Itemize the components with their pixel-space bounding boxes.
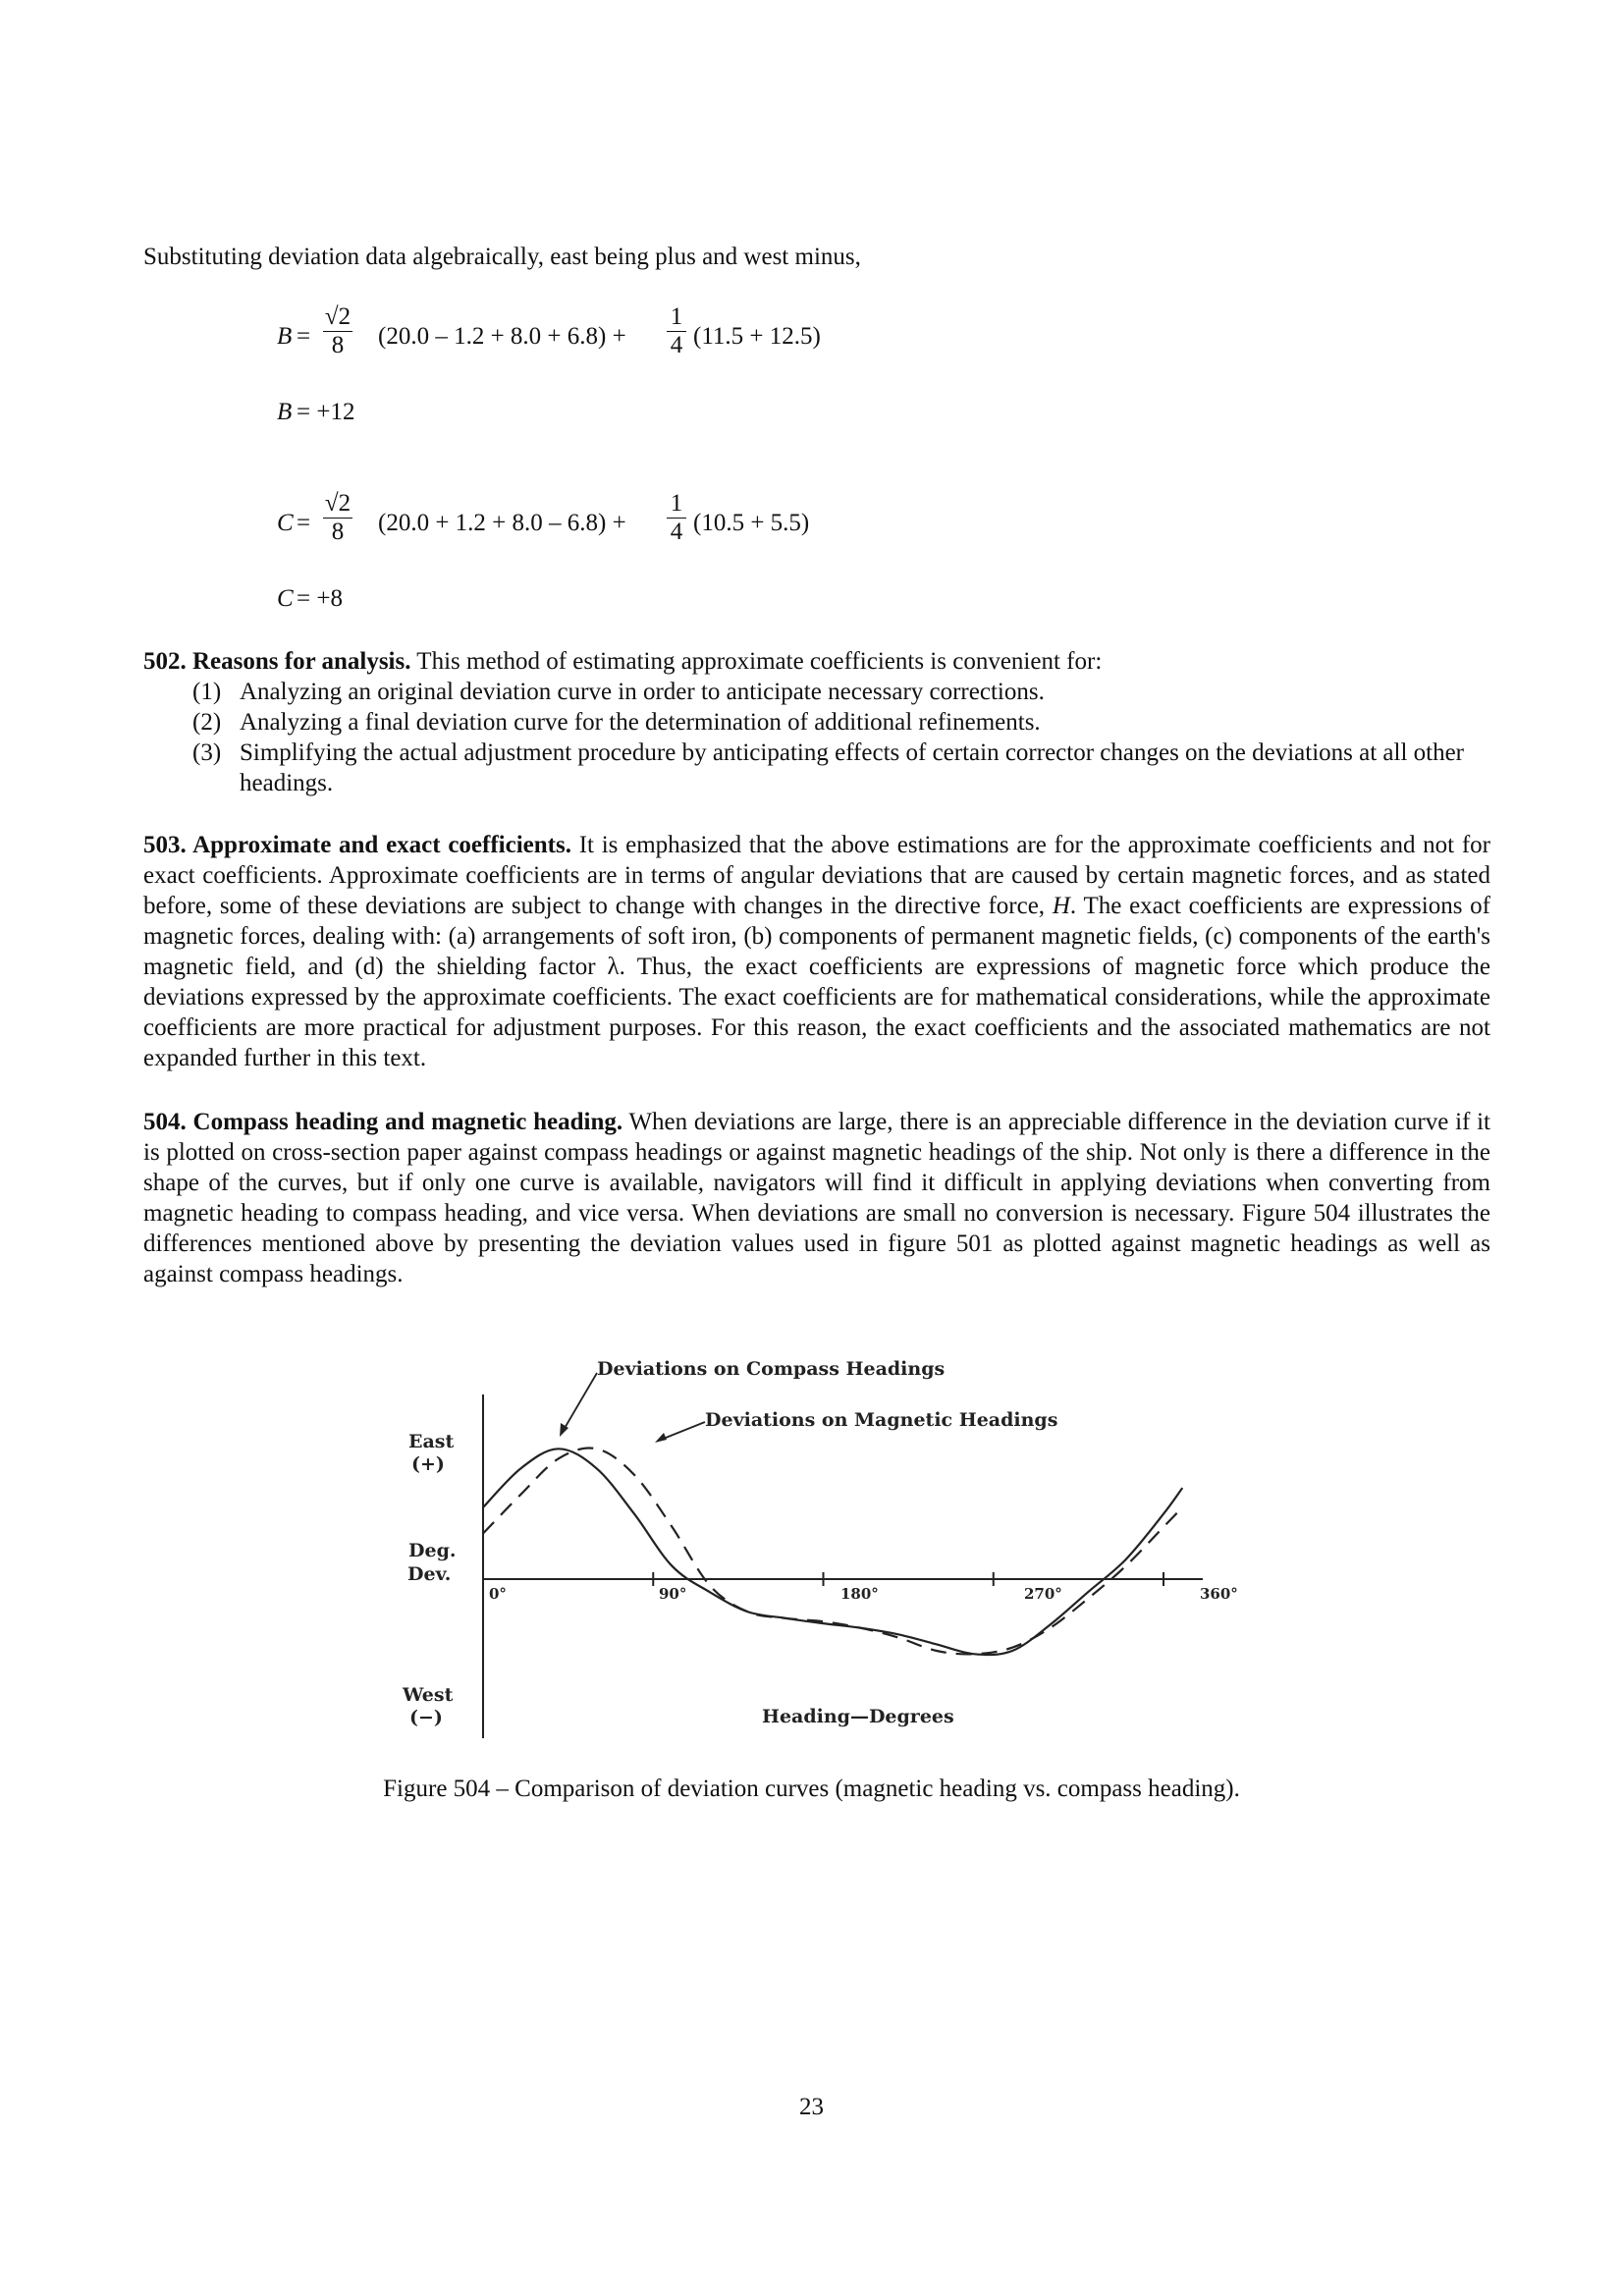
compass-heading-curve: [483, 1449, 1182, 1655]
magnetic-label-pointer: [661, 1422, 705, 1440]
list-item-number: (3): [192, 739, 222, 766]
figure-caption: Figure 504 – Comparison of deviation curves (magnetic heading vs. compass heading).: [383, 1776, 1240, 1802]
b-expression-1: (20.0 – 1.2 + 8.0 + 6.8) +: [378, 323, 626, 350]
page-number: 23: [799, 2094, 824, 2120]
list-item: [192, 707, 1490, 738]
list-item-text: Analyzing an original deviation curve in order to anticipate necessary corrections.: [240, 679, 1045, 705]
list-item: [192, 677, 1490, 707]
b-result-value: = +12: [297, 399, 355, 425]
section-503-heading: 503. Approximate and exact coefficients.: [143, 832, 571, 858]
c-result-variable: C: [277, 585, 294, 612]
label-east-sign: (+): [411, 1453, 445, 1475]
section-503-text-a: It is emphasized that the above estimations are for the approximate coefficients and not for exact coefficients. Approximate coefficients are in terms of angular deviations that are caused by certain magnetic forces, and as stated before, some of these deviations are subject to change with changes in the directive force,: [143, 832, 1491, 919]
b-equals: =: [297, 323, 311, 350]
figure-504: [383, 1345, 1247, 1758]
deviation-chart: [383, 1345, 1247, 1758]
tick-label-90: 90°: [659, 1585, 687, 1603]
b-result-variable: B: [277, 399, 293, 425]
section-502-intro: [143, 646, 1490, 677]
section-503-text-b: . The exact coefficients are expressions of magnetic forces, dealing with: (a) arrangements of soft iron, (b) components of permanent magnetic fields, (c) components of the earth's magnetic field, and (d) the shielding factor λ. Thus, the exact coefficients are expressions of magnetic force which produce the deviations expressed by the approximate coefficients. The exact coefficients are for mathematical considerations, while the approximate coefficients are more practical for adjustment purposes. For this reason, the exact coefficients and the associated mathematics are not expanded further in this text.: [143, 893, 1491, 1071]
chart-axes: [483, 1394, 1203, 1738]
tick-label-360: 360°: [1200, 1585, 1238, 1603]
b-expression-2: (11.5 + 12.5): [693, 323, 821, 350]
b-fraction-sqrt2-8: $\frac{√2}{8}$: [324, 303, 352, 358]
c-expression-2: (10.5 + 5.5): [693, 510, 810, 536]
section-502-text: This method of estimating approximate coefficients is convenient for:: [410, 648, 1103, 675]
label-east: East: [408, 1431, 455, 1452]
c-variable: C: [277, 510, 294, 536]
intro-text: Substituting deviation data algebraically, east being plus and west minus,: [143, 244, 861, 270]
x-axis-label: Heading—Degrees: [762, 1706, 954, 1727]
list-item-text: Analyzing a final deviation curve for the determination of additional refinements.: [240, 709, 1041, 736]
magnetic-pointer-arrowhead: [655, 1433, 667, 1443]
label-west: West: [403, 1684, 454, 1706]
list-item: [192, 738, 1490, 798]
label-west-sign: (−): [409, 1707, 443, 1728]
c-result-value: = +8: [297, 585, 343, 612]
chart-pointers: [560, 1373, 705, 1443]
c-fraction-sqrt2-8: $\frac{√2}{8}$: [324, 490, 352, 545]
label-deg: Deg.: [408, 1540, 457, 1561]
b-variable: B: [277, 323, 293, 350]
label-dev: Dev.: [407, 1563, 452, 1585]
section-503: [143, 830, 1490, 1073]
b-fraction-1-4: $\frac{1}{4}$: [667, 303, 686, 359]
label-compass-headings: Deviations on Compass Headings: [597, 1358, 946, 1380]
section-504-text: When deviations are large, there is an appreciable difference in the deviation curve if it is plotted on cross-section paper against compass headings or against magnetic headings of the ship. Not only is there a difference in the shape of the curves, but if only one curve is available, navigators will find it difficult in applying deviations when converting from magnetic heading to compass heading, and vice versa. When deviations are small no conversion is necessary. Figure 504 illustrates the differences mentioned above by presenting the deviation values used in figure 501 as plotted against magnetic headings as well as against compass headings.: [143, 1109, 1491, 1287]
c-expression-1: (20.0 + 1.2 + 8.0 – 6.8) +: [378, 510, 626, 536]
c-equals: =: [297, 510, 311, 536]
tick-label-180: 180°: [840, 1585, 879, 1603]
list-item-text: Simplifying the actual adjustment procedure by anticipating effects of certain corrector changes on the deviations at all other headings.: [240, 739, 1465, 796]
label-magnetic-headings: Deviations on Magnetic Headings: [705, 1409, 1058, 1431]
list-item-number: (2): [192, 709, 222, 736]
compass-label-pointer: [564, 1373, 597, 1430]
list-item-number: (1): [192, 679, 222, 705]
section-504: [143, 1107, 1490, 1289]
chart-curves: [483, 1449, 1182, 1656]
section-503-symbol-h: H: [1052, 893, 1070, 919]
section-504-heading: 504. Compass heading and magnetic heading.: [143, 1109, 623, 1135]
tick-label-0: 0°: [489, 1585, 507, 1603]
section-502-heading: 502. Reasons for analysis.: [143, 648, 411, 675]
tick-label-270: 270°: [1024, 1585, 1062, 1603]
magnetic-heading-curve: [483, 1449, 1182, 1655]
c-fraction-1-4: $\frac{1}{4}$: [667, 490, 686, 546]
